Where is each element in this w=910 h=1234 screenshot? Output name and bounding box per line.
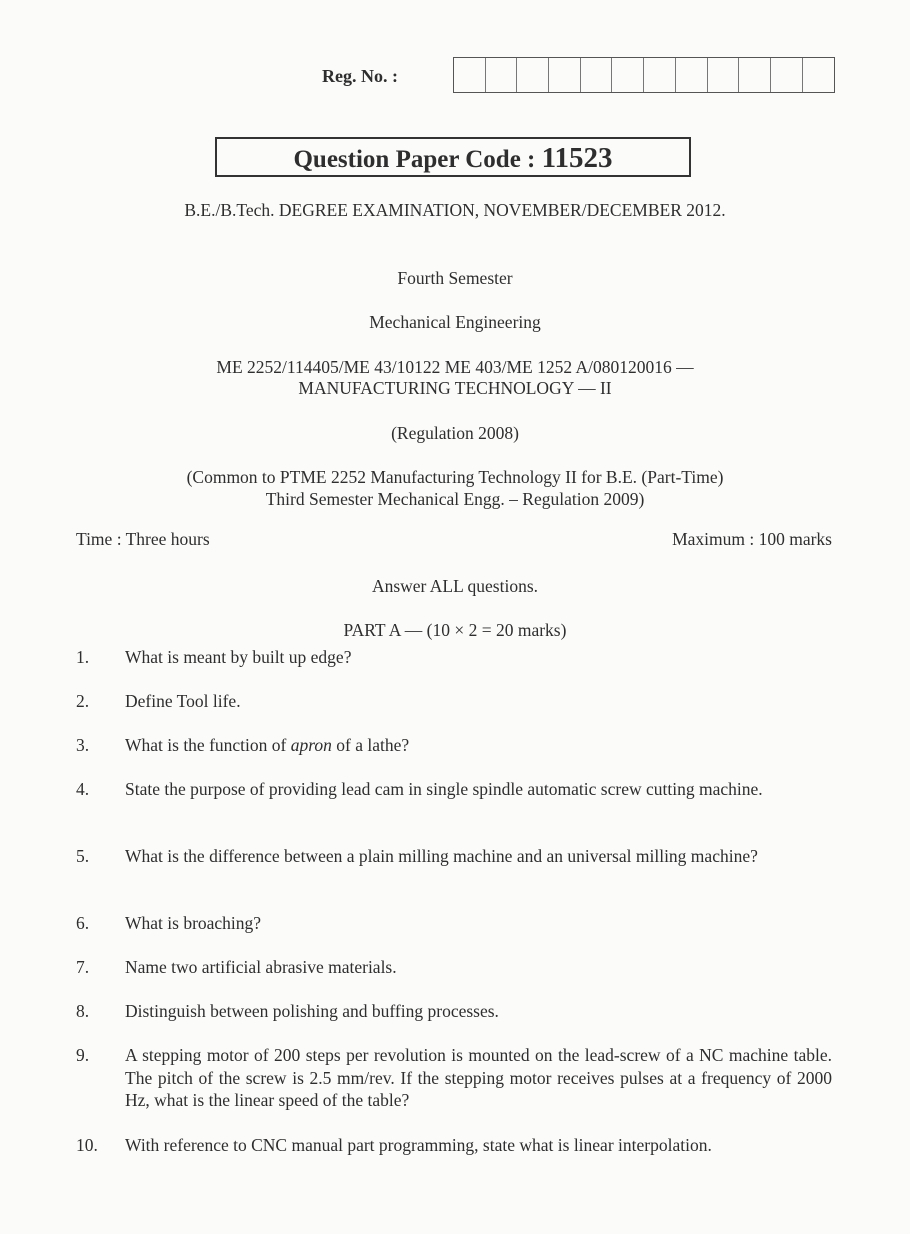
reg-no-box	[517, 58, 549, 92]
question-text: What is broaching?	[125, 913, 262, 933]
reg-no-boxes	[453, 57, 835, 93]
question-number: 4.	[76, 779, 90, 799]
question-number: 3.	[76, 735, 90, 755]
question-text: A stepping motor of 200 steps per revolution is mounted on the lead-screw of a NC machine table. The pitch of the screw is 2.5 mm/rev. If the stepping motor receives pulses at a frequency of 2000 Hz, what is the linear speed of the table?	[125, 1045, 832, 1110]
question-item	[76, 690, 832, 713]
reg-no-box	[454, 58, 486, 92]
question-text: What is meant by built up edge?	[125, 647, 352, 667]
question-text-part: What is the function of	[125, 735, 291, 755]
paper-code: 11523	[541, 142, 613, 174]
question-text-part: of a lathe?	[331, 735, 410, 755]
question-paper-code-box	[215, 137, 691, 177]
reg-no-box	[708, 58, 740, 92]
common-line-2: Third Semester Mechanical Engg. – Regulation 2009)	[265, 489, 645, 509]
reg-no-box	[644, 58, 676, 92]
question-item	[76, 778, 832, 801]
course-title: MANUFACTURING TECHNOLOGY — II	[298, 378, 612, 398]
question-text: State the purpose of providing lead cam in single spindle automatic screw cutting machine.	[125, 779, 763, 799]
reg-no-box	[803, 58, 835, 92]
instruction: Answer ALL questions.	[371, 576, 539, 596]
question-item	[76, 912, 832, 935]
question-number: 8.	[76, 1001, 90, 1021]
reg-no-box	[771, 58, 803, 92]
question-text: What is the difference between a plain milling machine and an universal milling machine?	[125, 846, 758, 866]
part-a-heading: PART A — (10 × 2 = 20 marks)	[343, 620, 567, 640]
question-number: 2.	[76, 691, 90, 711]
question-number: 6.	[76, 913, 90, 933]
question-item	[76, 1044, 832, 1112]
question-item	[76, 646, 832, 669]
question-number: 9.	[76, 1045, 90, 1065]
course-codes: ME 2252/114405/ME 43/10122 ME 403/ME 1252 A/080120016 —	[216, 357, 694, 377]
question-item	[76, 845, 832, 868]
question-text: Define Tool life.	[125, 691, 241, 711]
reg-no-box	[676, 58, 708, 92]
question-text-emphasis: apron	[290, 735, 332, 755]
reg-no-box	[739, 58, 771, 92]
question-number: 7.	[76, 957, 90, 977]
question-item	[76, 956, 832, 979]
question-text: Distinguish between polishing and buffing processes.	[125, 1001, 499, 1021]
reg-no-box	[612, 58, 644, 92]
question-item	[76, 734, 832, 757]
question-text: With reference to CNC manual part programming, state what is linear interpolation.	[125, 1135, 712, 1155]
question-item	[76, 1134, 832, 1157]
maximum-marks: Maximum : 100 marks	[672, 529, 832, 549]
question-number: 5.	[76, 846, 90, 866]
reg-no-label: Reg. No. :	[322, 66, 398, 86]
question-text: Name two artificial abrasive materials.	[125, 957, 397, 977]
common-line-1: (Common to PTME 2252 Manufacturing Technology II for B.E. (Part-Time)	[186, 467, 724, 487]
reg-no-box	[549, 58, 581, 92]
reg-no-box	[486, 58, 518, 92]
semester: Fourth Semester	[397, 268, 513, 288]
question-number: 1.	[76, 647, 90, 667]
question-text	[125, 734, 832, 757]
degree-line: B.E./B.Tech. DEGREE EXAMINATION, NOVEMBER/DECEMBER 2012.	[184, 200, 726, 220]
question-number: 10.	[76, 1135, 98, 1155]
question-item	[76, 1000, 832, 1023]
branch: Mechanical Engineering	[369, 312, 541, 332]
time-duration: Time : Three hours	[76, 529, 210, 549]
reg-no-box	[581, 58, 613, 92]
regulation: (Regulation 2008)	[391, 423, 519, 443]
paper-code-label: Question Paper Code :	[293, 146, 536, 173]
